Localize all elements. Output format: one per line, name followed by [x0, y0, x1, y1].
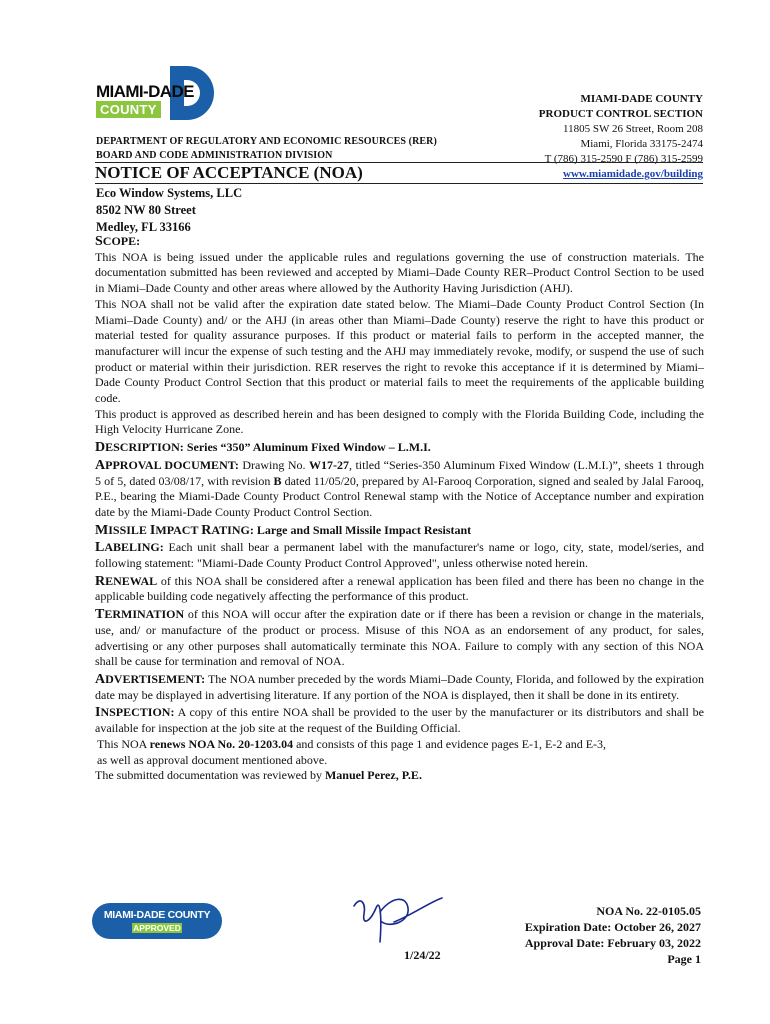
approved-badge-bottom: APPROVED: [133, 923, 181, 933]
divider-bottom: [95, 183, 703, 184]
renews-line: This NOA renews NOA No. 20-1203.04 and consists of this page 1 and evidence pages E-1, E-2 and E-3,: [97, 736, 607, 751]
signature-image: [350, 892, 450, 952]
website-link[interactable]: www.miamidade.gov/building: [563, 168, 703, 180]
noa-number: NOA No. 22-0105.05: [596, 904, 701, 918]
miami-dade-logo: [92, 64, 214, 124]
renewal-section: RENEWAL of this NOA shall be considered after a renewal application has been filed and there has been no change in the applicable building code negatively affecting the performance of this product.: [95, 573, 704, 604]
address-line4: Miami, Florida 33175-2474: [580, 138, 703, 150]
reviewed-by-line: The submitted documentation was reviewed by Manuel Perez, P.E.: [95, 768, 422, 783]
address-line1: MIAMI-DADE COUNTY: [580, 93, 703, 105]
company-street: 8502 NW 80 Street: [96, 203, 196, 217]
termination-section: TERMINATION of this NOA will occur after the expiration date or if there has been a revision or change in the materials, use, and/ or manufacture of the product or process. Misuse of this NOA as an endorsement of any product, for sales, advertising or any other purposes shall automatically terminate this NOA. Failure to comply with any section of this NOA shall be cause for termination and removal of NOA.: [95, 607, 704, 669]
company-name: Eco Window Systems, LLC: [96, 186, 243, 200]
missile-impact-section: MISSILE IMPACT RATING: Large and Small Missile Impact Resistant: [95, 522, 472, 538]
renews-line-2: as well as approval document mentioned above.: [97, 752, 328, 767]
address-line3: 11805 SW 26 Street, Room 208: [563, 123, 703, 135]
inspection-section: INSPECTION: A copy of this entire NOA shall be provided to the user by the manufacturer or its distributors and shall be available for inspection at the job site at the request of the Building Official.: [95, 705, 704, 736]
page-number: Page 1: [667, 952, 701, 966]
logo-text: MIAMI-DADE: [96, 82, 194, 101]
noa-info-block: [525, 903, 701, 967]
labeling-section: LABELING: Each unit shall bear a permanent label with the manufacturer's name or logo, city, state, model/series, and following statement: "Miami-Dade County Product Control Approved", unless otherwise noted herein.: [95, 540, 704, 571]
scope-paragraph-3: This product is approved as described herein and has been designed to comply with the Florida Building Code, including the High Velocity Hurricane Zone.: [95, 406, 704, 437]
scope-paragraph-1: This NOA is being issued under the applicable rules and regulations governing the use of construction materials. The documentation submitted has been reviewed and accepted by Miami–Dade County RER–Product Control Section to be used in Miami–Dade County and other areas where allowed by the Authority Having Jurisdiction (AHJ).: [95, 249, 704, 296]
address-block: [539, 92, 703, 182]
page-title: NOTICE OF ACCEPTANCE (NOA): [95, 163, 363, 182]
company-city: Medley, FL 33166: [96, 220, 191, 234]
scope-heading: SCOPE:: [95, 234, 141, 249]
address-line2: PRODUCT CONTROL SECTION: [538, 108, 703, 120]
signature-date: 1/24/22: [404, 948, 441, 962]
approved-badge: [92, 903, 222, 939]
department-block: [96, 135, 437, 163]
document-body: [95, 236, 704, 784]
approval-document-section: APPROVAL DOCUMENT: Drawing No. W17-27, titled “Series-350 Aluminum Fixed Window (L.M.I.)”, sheets 1 through 5 of 5, dated 03/08/17, with revision B dated 11/05/20, prepared by Al-Farooq Corporation, signed and sealed by Jalal Farooq, P.E., bearing the Miami-Dade County Product Control Renewal stamp with the Notice of Acceptance number and expiration date by the Miami-Dade County Product Control Section.: [95, 457, 705, 519]
logo-county: COUNTY: [96, 101, 161, 118]
description-section: DESCRIPTION: Series “350” Aluminum Fixed Window – L.M.I.: [95, 440, 431, 456]
advertisement-section: ADVERTISEMENT: The NOA number preceded by the words Miami–Dade County, Florida, and followed by the expiration date may be displayed in advertising literature. If any portion of the NOA is displayed, then it shall be done in its entirety.: [95, 671, 704, 702]
department-line1: DEPARTMENT OF REGULATORY AND ECONOMIC RESOURCES (RER): [96, 136, 437, 147]
approval-date: Approval Date: February 03, 2022: [524, 936, 701, 950]
department-line2: BOARD AND CODE ADMINISTRATION DIVISION: [96, 150, 333, 161]
company-address: [96, 185, 242, 236]
address-line5: T (786) 315-2590 F (786) 315-2599: [544, 153, 703, 165]
expiration-date: Expiration Date: October 26, 2027: [524, 920, 701, 934]
approved-badge-top: MIAMI-DADE COUNTY: [103, 909, 211, 921]
scope-paragraph-2: This NOA shall not be valid after the expiration date stated below. The Miami–Dade County Product Control Section (In Miami–Dade County) and/ or the AHJ (in areas other than Miami–Dade County) reserve the right to have this product or material tested for quality assurance purposes. If this product or material fails to perform in the accepted manner, the manufacturer will incur the expense of such testing and the AHJ may immediately revoke, modify, or suspend the use of such product or material within their jurisdiction. RER reserves the right to revoke this acceptance if it is determined by Miami–Dade County Product Control Section that this product or material fails to meet the requirements of the applicable building code.: [95, 296, 704, 406]
